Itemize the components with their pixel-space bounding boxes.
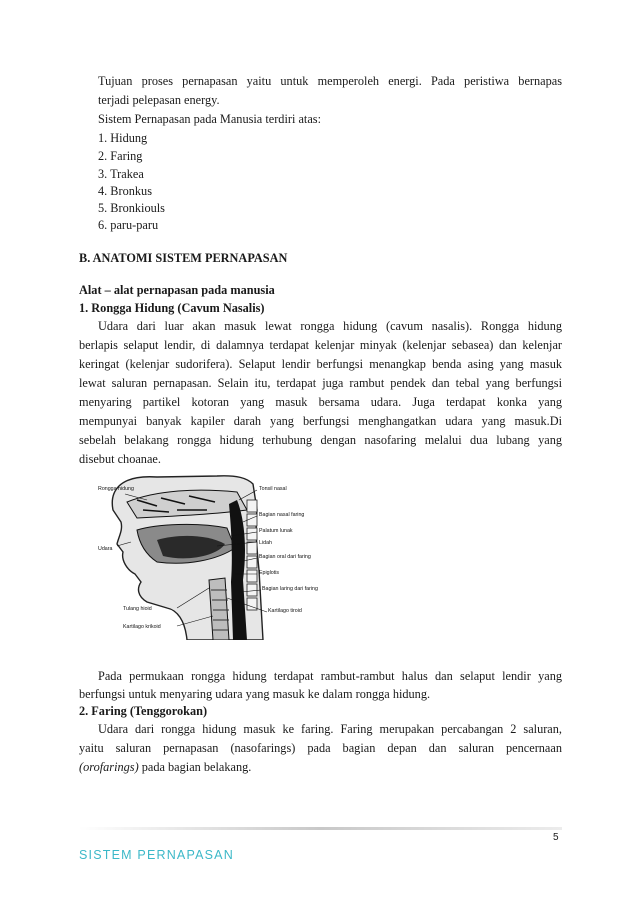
intro-line-1: Tujuan proses pernapasan yaitu untuk memperoleh energi. Pada peristiwa bernapas bbox=[98, 74, 562, 88]
footer-title: SISTEM PERNAPASAN bbox=[79, 848, 234, 862]
intro-line-2: terjadi pelepasan energy. bbox=[98, 93, 220, 107]
paragraph-line: yaitu saluran pernapasan (nasofarings) pada bagian depan dan saluran pencernaan bbox=[79, 741, 562, 755]
label-udara: Udara bbox=[98, 546, 113, 552]
organ-list-item: 3. Trakea bbox=[98, 167, 144, 181]
paragraph-line: disebut choanae. bbox=[79, 452, 161, 466]
label-bagian-nasal: Bagian nasal faring bbox=[259, 512, 305, 518]
alat-heading: Alat – alat pernapasan pada manusia bbox=[79, 283, 275, 297]
organ-list-item: 5. Bronkiouls bbox=[98, 201, 165, 215]
label-epiglotis: Epiglotis bbox=[259, 570, 280, 576]
paragraph-line bbox=[79, 758, 562, 777]
section-b-heading: B. ANATOMI SISTEM PERNAPASAN bbox=[79, 251, 288, 265]
label-palatum: Palatum lunak bbox=[259, 528, 293, 534]
label-kartilago-tiroid: Kartilago tiroid bbox=[268, 608, 302, 614]
label-bagian-oral: Bagian oral dari faring bbox=[259, 554, 311, 560]
paragraph-line: mempunyai banyak kapiler darah yang berfungsi menghangatkan udara yang masuk.Di bbox=[79, 414, 562, 428]
paragraph-line: keringat (kelenjar sudorifera). Selaput lendir berfungsi menangkap benda asing yang masuk bbox=[79, 357, 562, 371]
label-tonsil-nasal: Tonsil nasal bbox=[259, 486, 287, 492]
paragraph-line: berfungsi untuk menyaring udara yang masuk ke dalam rongga hidung. bbox=[79, 687, 431, 701]
footer-rule bbox=[79, 827, 562, 830]
paragraph-line: berlapis selaput lendir, di dalamnya terdapat kelenjar minyak (kelenjar sebasea) dan kelenjar bbox=[79, 338, 562, 352]
label-tulang-hioid: Tulang hioid bbox=[123, 606, 152, 612]
organ-list-item: 1. Hidung bbox=[98, 131, 148, 145]
organ-list-item: 4. Bronkus bbox=[98, 184, 152, 198]
orofarings-term: (orofarings) bbox=[79, 760, 139, 774]
label-bagian-laring: Bagian laring dari faring bbox=[262, 586, 318, 592]
paragraph-line: Pada permukaan rongga hidung terdapat rambut-rambut halus dan selaput lendir yang bbox=[98, 669, 562, 683]
larynx bbox=[209, 578, 229, 640]
label-rongga-hidung: Rongga hidung bbox=[98, 486, 134, 492]
paragraph-line: lewat saluran pernapasan. Selain itu, terdapat juga rambut pendek dan tebal yang berfungsi bbox=[79, 376, 562, 390]
paragraph-line: Udara dari luar akan masuk lewat rongga hidung (cavum nasalis). Rongga hidung bbox=[98, 319, 562, 333]
paragraph-line: sebelah belakang rongga hidung terhubung dengan nasofaring melalui dua lubang yang bbox=[79, 433, 562, 447]
paragraph-line: Udara dari rongga hidung masuk ke faring. Faring merupakan percabangan 2 saluran, bbox=[98, 722, 562, 736]
label-lidah: Lidah bbox=[259, 540, 272, 546]
page-number: 5 bbox=[553, 832, 559, 843]
paragraph-text: pada bagian belakang. bbox=[138, 760, 252, 774]
intro-line-3: Sistem Pernapasan pada Manusia terdiri atas: bbox=[98, 112, 321, 126]
organ-list-item: 6. paru-paru bbox=[98, 218, 159, 232]
label-kartilago-krikoid: Kartilago krikoid bbox=[123, 624, 161, 630]
organ-list-item: 2. Faring bbox=[98, 149, 143, 163]
paragraph-line: menyaring partikel kotoran yang masuk bersama udara. Juga terdapat konka yang bbox=[79, 395, 562, 409]
respiratory-anatomy-figure bbox=[97, 470, 323, 640]
rongga-hidung-heading: 1. Rongga Hidung (Cavum Nasalis) bbox=[79, 301, 265, 315]
faring-heading: 2. Faring (Tenggorokan) bbox=[79, 704, 208, 718]
